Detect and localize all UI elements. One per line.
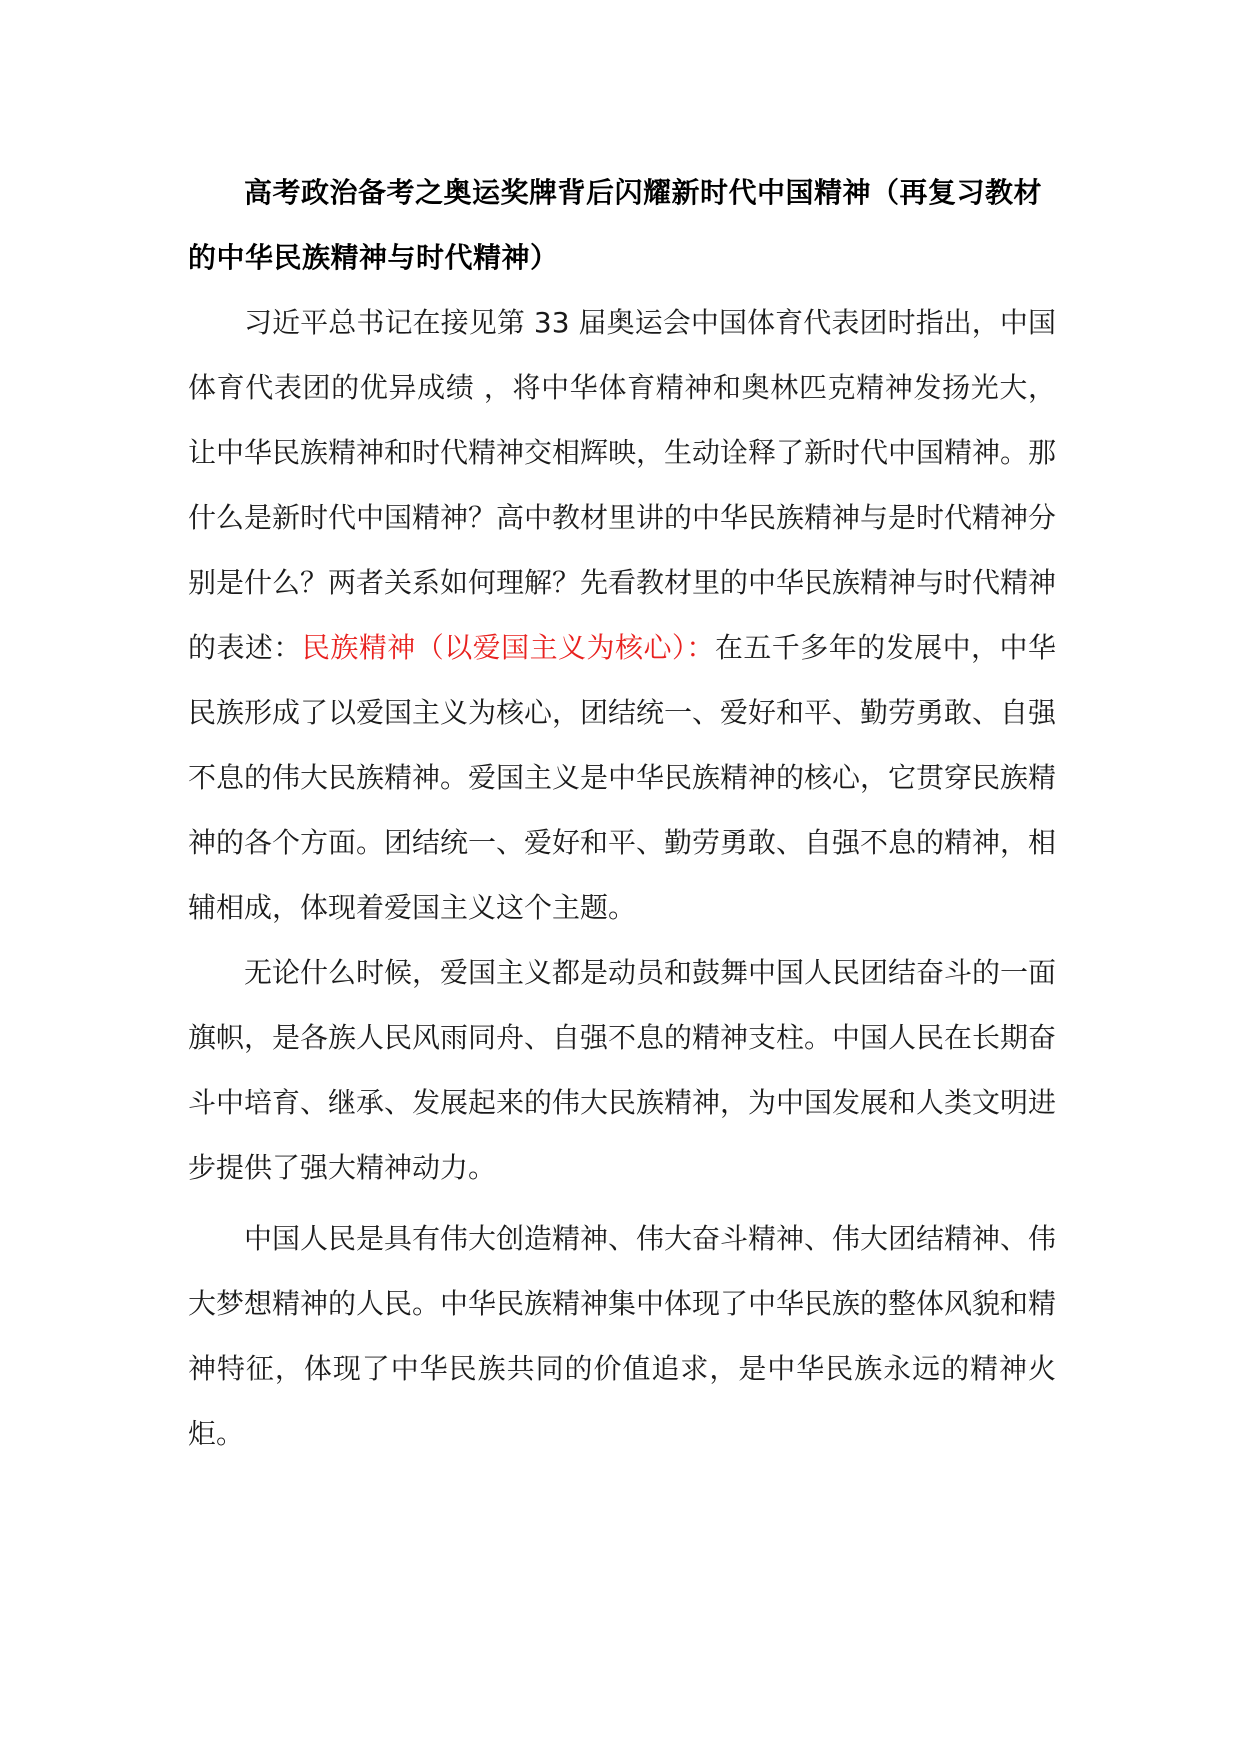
document-title: 高考政治备考之奥运奖牌背后闪耀新时代中国精神（再复习教材的中华民族精神与时代精神）: [188, 176, 1043, 274]
paragraph-1-continued: 在五千多年的发展中，中华民族形成了以爱国主义为核心，团结统一、爱好和平、勤劳勇敢、自强不息的伟大民族精神。爱国主义是中华民族精神的核心，它贯穿民族精神的各个方面。团结统一、爱好和平、勤劳勇敢、自强不息的精神，相辅相成，体现着爱国主义这个主题。: [188, 631, 1057, 924]
paragraph-2: 无论什么时候，爱国主义都是动员和鼓舞中国人民团结奋斗的一面旗帜，是各族人民风雨同舟、自强不息的精神支柱。中国人民在长期奋斗中培育、继承、发展起来的伟大民族精神，为中国发展和人类文明进步提供了强大精神动力。: [188, 956, 1057, 1184]
paragraph-1-text: 习近平总书记在接见第 33 届奥运会中国体育代表团时指出，中国体育代表团的优异成绩 ，将中华体育精神和奥林匹克精神发扬光大，让中华民族精神和时代精神交相辉映，生动诠释了新时代中国精神。那什么是新时代中国精神？高中教材里讲的中华民族精神与是时代精神分别是什么？两者关系如何理解？先看教材里的中华民族精神与时代精神的表述：: [188, 306, 1057, 664]
document-body: [188, 160, 1056, 1466]
paragraph-3: 中国人民是具有伟大创造精神、伟大奋斗精神、伟大团结精神、伟大梦想精神的人民。中华民族精神集中体现了中华民族的整体风貌和精神特征，体现了中华民族共同的价值追求，是中华民族永远的精神火炬。: [188, 1222, 1057, 1450]
paragraph-1: [188, 290, 1056, 940]
highlight-national-spirit: 民族精神（以爱国主义为核心）：: [301, 631, 715, 664]
